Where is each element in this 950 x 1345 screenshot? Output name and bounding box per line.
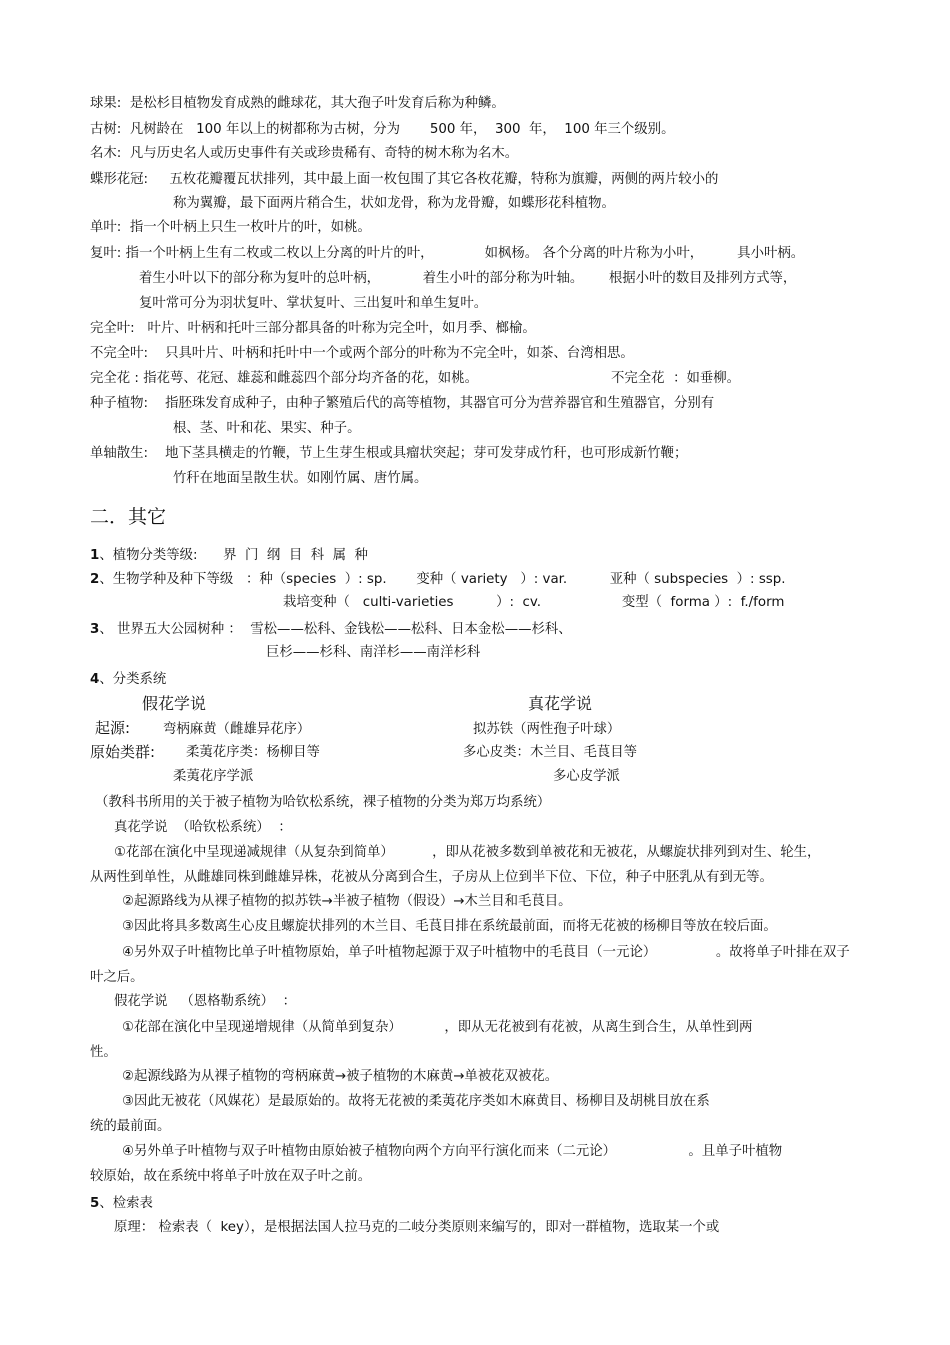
item-number: 4 [90,672,100,687]
item-number: 5 [90,1196,100,1211]
primitive-left: 柔荑花序类：杨柳目等 [186,745,320,760]
item-3-line2: 巨杉——杉科、南洋杉——南洋杉科 [266,645,481,660]
school-right: 多心皮学派 [553,769,620,784]
true-p4b: 叶之后。 [90,970,144,985]
item-number: 1 [90,548,100,563]
item-label: 、生物学种及种下等级 [99,572,234,587]
false-flower-heading: 假花学说 [142,694,207,713]
def-text: 五枚花瓣覆瓦状排列，其中最上面一枚包围了其它各枚花瓣，特称为旗瓣，两侧的两片较小的 [169,172,719,187]
def-mingmu [90,146,518,162]
def-diexing [90,172,718,188]
item-label: 、分类系统 [99,672,167,687]
true-flower-title: 真花学说 （哈钦松系统） ： [114,820,292,835]
def-text: 凡树龄在 100 年以上的树都称为古树，分为 500 年， 300 年， 100 年三个级别。 [129,122,675,137]
def-text: 指一个叶柄上只生一枚叶片的叶，如桃。 [129,220,371,235]
def-wanquanye [90,321,536,337]
def-diexing-cont: 称为翼瓣，最下面两片稍合生，状如龙骨，称为龙骨瓣，如蝶形花科植物。 [173,196,615,211]
def-danzhou-cont: 竹秆在地面呈散生状。如刚竹属、唐竹属。 [173,471,428,486]
false-p1b: 性。 [90,1045,117,1060]
false-p3a: ③因此无被花（风媒花）是最原始的。故将无花被的柔荑花序类如木麻黄目、杨柳目及胡桃目放在系 [122,1094,710,1109]
item-line: ：种（species ）: sp. 变种（ variety ）: var. 亚种（ subspecies ）: ssp. [246,572,786,587]
item-number: 3 [90,622,100,637]
item-5-p1: 原理： 检索表（ key），是根据法国人拉马克的二岐分类原则来编写的，即对一群植物，选取某一个或 [114,1220,720,1235]
term: 球果: [90,96,122,111]
true-p4a: ④另外双子叶植物比单子叶植物原始，单子叶植物起源于双子叶植物中的毛茛目（一元论） 。故将单子叶排在双子 [122,945,850,960]
def-fuye-cont2: 复叶常可分为羽状复叶、掌状复叶、三出复叶和单生复叶。 [139,296,488,311]
def-fuye-cont: 着生小叶以下的部分称为复叶的总叶柄， 着生小叶的部分称为叶轴。 根据小叶的数目及排列方式等， [139,271,797,286]
term: 名木: [90,146,122,161]
term: 完全花 : [90,371,139,386]
term: 单轴散生: [90,446,149,461]
def-text: 指胚珠发育成种子，由种子繁殖后代的高等植物，其器官可分为营养器官和生殖器官，分别有 [165,396,715,411]
def-gushu [90,122,674,138]
false-p4a: ④另外单子叶植物与双子叶植物由原始被子植物向两个方向平行演化而来（二元论） 。且单子叶植物 [122,1144,783,1159]
def-zhongzi-cont: 根、茎、叶和花、果实、种子。 [173,421,361,436]
term: 蝶形花冠: [90,172,149,187]
def-text: 只具叶片、叶柄和托叶中一个或两个部分的叶称为不完全叶，如茶、台湾相思。 [165,346,634,361]
false-flower-title: 假花学说 （恩格勒系统） ： [114,994,296,1009]
term: 古树: [90,122,122,137]
false-p3b: 统的最前面。 [90,1119,171,1134]
term: 完全叶: [90,321,135,336]
def-text: 指一个叶柄上生有二枚或二枚以上分离的叶片的叶， 如枫杨。 各个分离的叶片称为小叶， 具小叶柄。 [125,246,805,261]
origin-label: 起源: [95,719,131,737]
origin-right: 拟苏铁（两性孢子叶球） [473,722,621,737]
item-line: ： 雪松——松科、金钱松——松科、日本金松——杉科、 [228,622,572,637]
true-p1b: 从两性到单性，从雌雄同株到雌雄异株，花被从分离到合生，子房从上位到半下位、下位，种子中胚乳从有到无等。 [90,870,773,885]
true-p1a: ①花部在演化中呈现递减规律（从复杂到简单） ，即从花被多数到单被花和无被花，从螺旋状排列到对生、轮生， [114,845,821,860]
def-wanquanhua [90,371,478,387]
def-text: 是松杉目植物发育成熟的雌球花，其大孢子叶发育后称为种鳞。 [129,96,505,111]
term: 单叶: [90,220,122,235]
def-fuye [90,246,804,262]
system-note: （教科书所用的关于被子植物为哈钦松系统，裸子植物的分类为郑万均系统） [95,795,551,810]
item-4 [90,672,166,688]
term: 不完全叶: [90,346,149,361]
ranks: 界 门 纲 目 科 属 种 [223,548,368,563]
item-label: 、检索表 [99,1196,153,1211]
item-number: 2 [90,572,100,587]
item-label: 、 世界五大公园树种 [99,622,225,637]
school-left: 柔荑花序学派 [173,769,254,784]
term: 复叶: [90,246,122,261]
item-label: 、植物分类等级: [99,548,198,563]
item-5 [90,1196,153,1212]
section-title: 二．其它 [90,506,167,528]
def-buwanquanhua: 不完全花 ：如垂柳。 [611,371,741,386]
false-p1a: ①花部在演化中呈现递增规律（从简单到复杂） ，即从无花被到有花被，从离生到合生，从单性到两 [122,1020,753,1035]
def-text: 凡与历史名人或历史事件有关或珍贵稀有、奇特的树木称为名木。 [129,146,519,161]
def-buwanquanye [90,346,634,362]
def-danye [90,220,371,236]
primitive-label: 原始类群: [90,743,156,761]
item-3 [90,622,572,638]
item-1 [90,548,368,564]
term: 种子植物: [90,396,149,411]
false-p2: ②起源线路为从裸子植物的弯柄麻黄→被子植物的木麻黄→单被花双被花。 [122,1069,559,1084]
def-text: 指花萼、花冠、雄蕊和雌蕊四个部分均齐备的花，如桃。 [143,371,478,386]
def-text: 叶片、叶柄和托叶三部分都具备的叶称为完全叶，如月季、榔榆。 [147,321,536,336]
def-zhongzi [90,396,714,412]
def-text: 地下茎具横走的竹鞭，节上生芽生根或具瘤状突起；芽可发芽成竹秆，也可形成新竹鞭； [165,446,688,461]
false-p4b: 较原始，故在系统中将单子叶放在双子叶之前。 [90,1169,372,1184]
item-2-line2: 栽培变种（ culti-varieties ）: cv. 变型（ forma ）: f./form [283,595,785,610]
primitive-right: 多心皮类：木兰目、毛茛目等 [463,745,638,760]
origin-left: 弯柄麻黄（雌雄异花序） [163,722,311,737]
true-p3: ③因此将具多数离生心皮且螺旋状排列的木兰目、毛茛目排在系统最前面，而将无花被的杨柳目等放在较后面。 [122,919,777,934]
def-qiuguo [90,96,505,112]
def-danzhou [90,446,687,462]
true-p2: ②起源路线为从裸子植物的拟苏铁→半被子植物（假设）→木兰目和毛茛目。 [122,894,572,909]
true-flower-heading: 真花学说 [528,694,593,713]
item-2 [90,572,786,588]
